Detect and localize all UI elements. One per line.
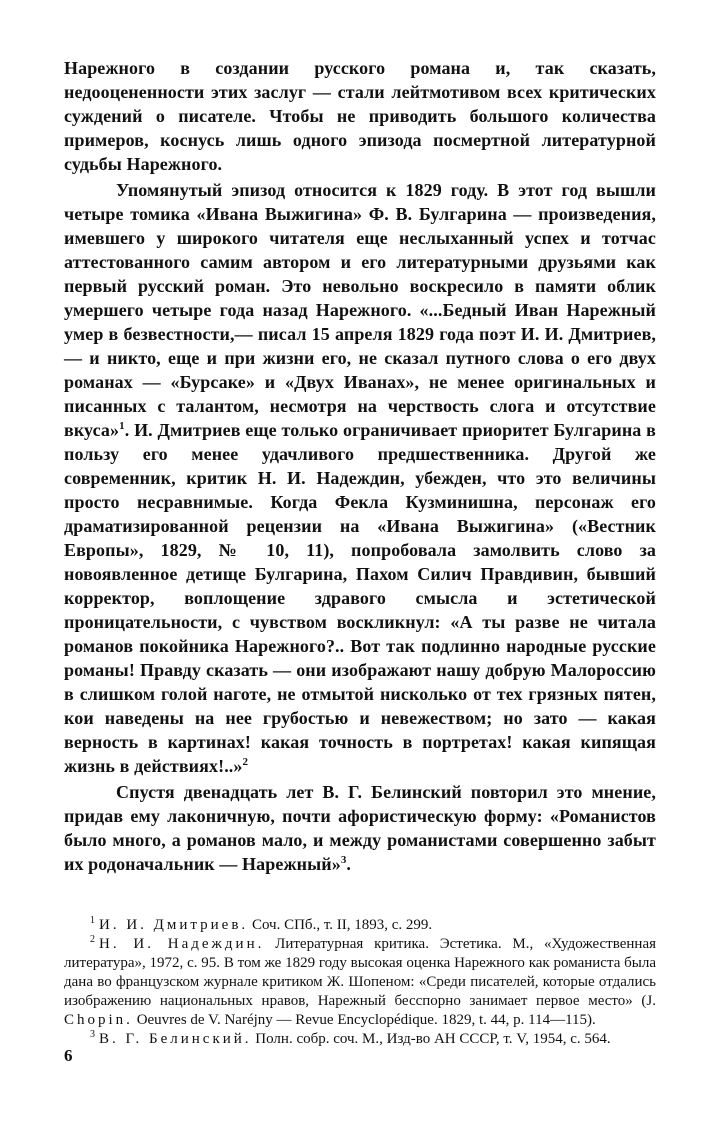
paragraph-3: Спустя двенадцать лет В. Г. Белинский повторил это мнение, придав ему лаконичную, почти афористическую форму: «Романистов было много, а романов мало, и между романистами совершенно забыт их родоначальник — Нарежный»$^3$. (64, 782, 656, 874)
paragraph-2 (64, 178, 656, 778)
footnote-number: 3 (90, 1029, 95, 1040)
footnote-author-secondary: Chopin. (64, 1012, 133, 1028)
footnote-2 (64, 935, 656, 1030)
page-content (64, 56, 656, 1049)
paragraph-1-text: Нарежного в создании русского романа и, так сказать, недооцененности этих заслуг — стали лейтмотивом всех критических суждений о писателе. Чтобы не приводить большого количества примеров, коснусь лишь одного эпизода посмертной литературной судьбы Нарежного. (64, 58, 656, 174)
footnote-number: 1 (90, 915, 95, 926)
paragraph-2-continued-text: . И. Дмитриев еще только ограничивает приоритет Булгарина в пользу его менее удачливого предшественника. Другой же современник, критик Н. И. Надеждин, убежден, что это величины просто несравнимые. Когда Фекла Кузминишна, персонаж его драматизированной рецензии на «Ивана Выжигина» («Вестник Европы», 1829, № 10, 11), попробовала замолвить слово за новоявленное детище Булгарина, Пахом Силич Правдивин, бывший корректор, воплощение здравого смысла и эстетической проницательности, с чувством воскликнул: «А ты разве не читала романов покойника Нарежного?.. Вот так подлинно народные русские романы! Правду сказать — они изображают нашу добрую Малороссию в слишком голой наготе, не отмытой нисколько от тех грязных пятен, кои наведены на нее грубостью и невежеством; но зато — какая верность в картинах! какая точность в портретах! какая кипящая жизнь в действиях!..» (64, 420, 656, 776)
footnote-1 (64, 916, 656, 935)
footnote-3 (64, 1030, 656, 1049)
paragraph-3-text: Спустя двенадцать лет В. Г. Белинский повторил это мнение, придав ему лаконичную, почти афористическую форму: «Романистов было много, а романов мало, и между романистами совершенно забыт их родоначальник — Нарежный» (64, 782, 656, 874)
footnote-number: 2 (90, 934, 95, 945)
footnote-author: В. Г. Белинский. (99, 1031, 252, 1047)
footnote-text: Полн. собр. соч. М., Изд-во АН СССР, т. V, 1954, с. 564. (255, 1031, 611, 1047)
paragraph-1 (64, 56, 656, 176)
page-number: 6 (64, 1046, 73, 1065)
paragraph-2-text: Упомянутый эпизод относится к 1829 году. В этот год вышли четыре томика «Ивана Выжигина» Ф. В. Булгарина — произведения, имевшего у широкого читателя еще неслыханный успех и тотчас аттестованного самим автором и его литературными друзьями как первый русский роман. Это невольно воскресило в памяти облик умершего четыре года назад Нарежного. «...Бедный Иван Нарежный умер в безвестности,— писал 15 апреля 1829 года поэт И. И. Дмитриев,— и никто, еще и при жизни его, не сказал путного слова о его двух романах — «Бурсаке» и «Двух Иванах», не менее оригинальных и писанных с талантом, несмотря на черствость слога и отсутствие вкуса» (64, 180, 656, 440)
footnotes (64, 916, 656, 1049)
footnote-ref-2[interactable]: 2 (242, 756, 249, 768)
footnote-text: Литературная критика. Эстетика. М., «Художественная литература», 1972, с. 95. В том же 1829 году высокая оценка Нарежного как романиста была дана во французском журнале критиком Ж. Шопеном: «Среди писателей, которые отдались изображению национальных нравов, Нарежный бесспорно занимает первое место» (J. (64, 936, 657, 1009)
footnote-ref-1[interactable]: 1 (119, 420, 125, 432)
footnote-author: И. И. Дмитриев. (99, 917, 249, 933)
footnote-text: Соч. СПб., т. II, 1893, с. 299. (251, 917, 433, 933)
footnote-ref-3[interactable]: 3 (340, 854, 347, 866)
footnote-author: Н. И. Надеждин. (99, 936, 265, 952)
footnote-text-secondary: Oeuvres de V. Naréjny — Revue Encyclopédique. 1829, t. 44, p. 114—115). (136, 1012, 596, 1028)
